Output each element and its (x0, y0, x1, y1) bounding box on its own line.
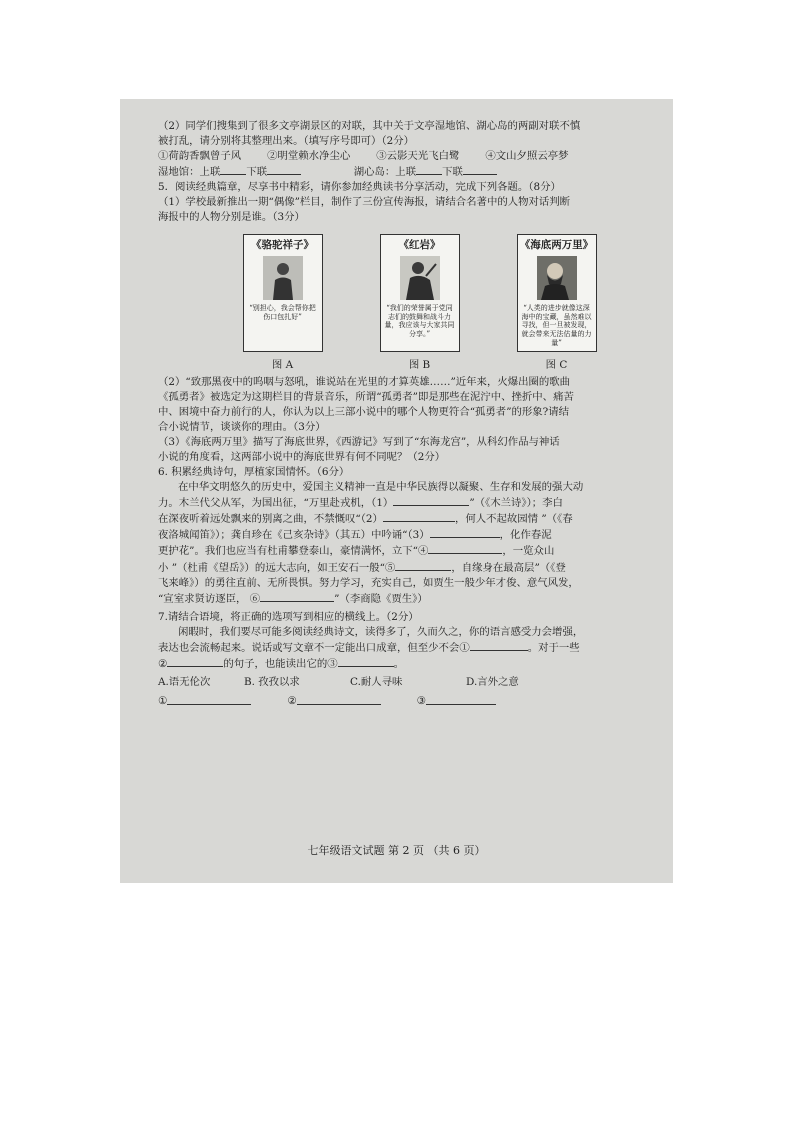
q7-answer-3[interactable] (426, 694, 496, 705)
person-portrait-icon (263, 256, 303, 300)
q6-line6: 小 ”（杜甫《望岳》）的远大志向，如王安石一般“⑤ ，自缘身在最高层”（《登 (158, 561, 566, 574)
wetland-up-blank[interactable] (220, 164, 246, 175)
poem-blank-6[interactable] (260, 591, 334, 602)
q7-line3: ② 的句子，也能读出它的③ 。 (158, 658, 405, 671)
couplet-option-4: ④文山夕照云亭梦 (485, 150, 569, 163)
q5-sub2-line2: 《孤勇者》被选定为这期栏目的背景音乐，所谓“孤勇者”即是那些在泥泞中、挫折中、痛苦 (158, 390, 574, 403)
q5-sub2-line3: 中、困境中奋力前行的人，你认为以上三部小说中的哪个人物更符合“孤勇者”的形象?请结 (158, 405, 570, 418)
q6-line1: 在中华文明悠久的历史中，爱国主义精神一直是中华民族得以凝聚、生存和发展的强大动 (178, 481, 584, 494)
q4-line1: （2）同学们搜集到了很多文亭湖景区的对联，其中关于文亭湿地馆、湖心岛的两副对联不慎 (158, 120, 581, 132)
poster-b-caption: 图 B (408, 358, 431, 371)
q6-line3: 在深夜听着远处飘来的别离之曲，不禁慨叹“（2） ，何人不起故园情 ”（《春 (158, 513, 573, 526)
q7-option-b: B. 孜孜以求 (244, 676, 300, 689)
q6-line2: 力。木兰代父从军，为国出征，“万里赴戎机，（1） ”（《木兰诗》）；李白 (158, 497, 563, 510)
q7-line1: 闲暇时，我们要尽可能多阅读经典诗文，读得多了，久而久之，你的语言感受力会增强， (178, 625, 584, 638)
q5-sub2-line4: 合小说情节，谈谈你的理由。（3分） (158, 420, 326, 433)
q7-answer-2[interactable] (297, 694, 381, 705)
q4-line2: 被打乱，请分别将其整理出来。（填写序号即可）（2分） (158, 135, 414, 148)
q7-option-a: A.语无伦次 (158, 676, 211, 689)
poster-a-quote: “别担心，我会帮你把伤口包扎好” (249, 303, 316, 321)
q5-sub1-line1: （1）学校最新推出一期“偶像”栏目，制作了三份宣传海报，请结合名著中的人物对话判断 (158, 196, 571, 209)
q7-blank-2[interactable] (167, 656, 223, 667)
wetland-down-label: 下联 (246, 166, 268, 179)
poster-a-title: 《骆驼祥子》 (251, 238, 314, 251)
couplet-options (158, 149, 645, 164)
poster-c (507, 234, 607, 373)
q5-sub3-line2: 小说的角度看，这两部小说中的海底世界有何不同呢？（2分） (158, 451, 446, 464)
q6-title: 6. 积累经典诗句，厚植家国情怀。（6分） (158, 466, 350, 479)
island-up-blank[interactable] (416, 164, 442, 175)
poster-b-title: 《红岩》 (398, 238, 441, 251)
couplet-option-3: ③云影天光飞白鹭 (376, 150, 460, 163)
island-down-label: 下联 (442, 166, 463, 179)
poster-row (214, 234, 625, 373)
poster-c-caption: 图 C (545, 358, 568, 371)
q6-line8: “宣室求贤访逐臣， ⑥ ”（李商隐《贾生》） (158, 592, 428, 605)
poem-blank-5[interactable] (395, 560, 451, 571)
q6-line5: 更护花”。我们也应当有杜甫攀登泰山，豪情满怀，立下“④ ，一览众山 (158, 545, 555, 558)
poster-b (370, 234, 470, 373)
q6-line4: 夜洛城闻笛》）；龚自珍在《己亥杂诗》（其五）中吟诵“（3） ，化作春泥 (158, 529, 552, 542)
poster-c-quote: “人类的进步就像这深海中的宝藏，虽然难以寻找，但一旦被发现，就会带来无法估量的力量” (521, 303, 592, 347)
q5-sub3-line1: （3）《海底两万里》描写了海底世界，《西游记》写到了“东海龙宫”，从科幻作品与神话 (158, 435, 560, 448)
poem-blank-2[interactable] (383, 511, 455, 522)
couplet-option-1: ①荷韵香飘曾子风 (158, 150, 242, 163)
poster-a (233, 234, 333, 373)
q6-line7: 飞来峰》）的勇往直前、无所畏惧。努力学习，充实自己，如贾生一般少年才俊、意气风发， (158, 576, 579, 589)
q5-sub2-line1: （2）“致那黑夜中的呜咽与怒吼，谁说站在光里的才算英雄……”近年来，火爆出圈的歌曲 (158, 375, 571, 388)
q5-sub1-line2: 海报中的人物分别是谁。（3分） (158, 211, 305, 224)
wetland-down-blank[interactable] (267, 164, 301, 175)
poem-blank-3[interactable] (430, 527, 500, 538)
poster-a-caption: 图 A (271, 358, 294, 371)
q7-title: 7.请结合语境，将正确的选项写到相应的横线上。（2分） (158, 610, 419, 623)
poster-b-quote: “我们的荣誉属于党同志们的鼓舞和战斗力量，我应该与大家共同分享。” (384, 303, 455, 339)
couplet-option-2: ②明堂赖水净尘心 (267, 150, 351, 163)
poem-blank-1[interactable] (393, 495, 469, 506)
q7-line2: 表达也会流畅起来。说话或写文章不一定能出口成章，但至少不会① 。对于一些 (158, 641, 580, 654)
couplet-answer-line (158, 164, 645, 180)
poem-blank-4[interactable] (428, 543, 502, 554)
q5-title: 5．阅读经典篇章，尽享书中精彩，请你参加经典读书分享活动，完成下列各题。（8分） (158, 181, 561, 194)
exam-page (120, 99, 673, 883)
q7-answer-row: ① ② ③ (158, 694, 645, 709)
q7-option-c: C.耐人寻味 (350, 676, 403, 689)
q7-blank-1[interactable] (470, 640, 528, 651)
q7-options (158, 675, 645, 690)
q7-blank-3[interactable] (338, 656, 394, 667)
q7-option-d: D.言外之意 (466, 676, 519, 689)
island-down-blank[interactable] (463, 164, 497, 175)
q7-answer-1[interactable] (167, 694, 251, 705)
person-portrait-icon (537, 256, 577, 300)
wetland-label: 湿地馆：上联 (158, 166, 221, 179)
island-label: 湖心岛：上联 (353, 166, 417, 179)
poster-c-title: 《海底两万里》 (519, 238, 594, 251)
person-portrait-icon (400, 256, 440, 300)
page-footer: 七年级语文试题 第 2 页 （共 6 页） (307, 844, 486, 857)
